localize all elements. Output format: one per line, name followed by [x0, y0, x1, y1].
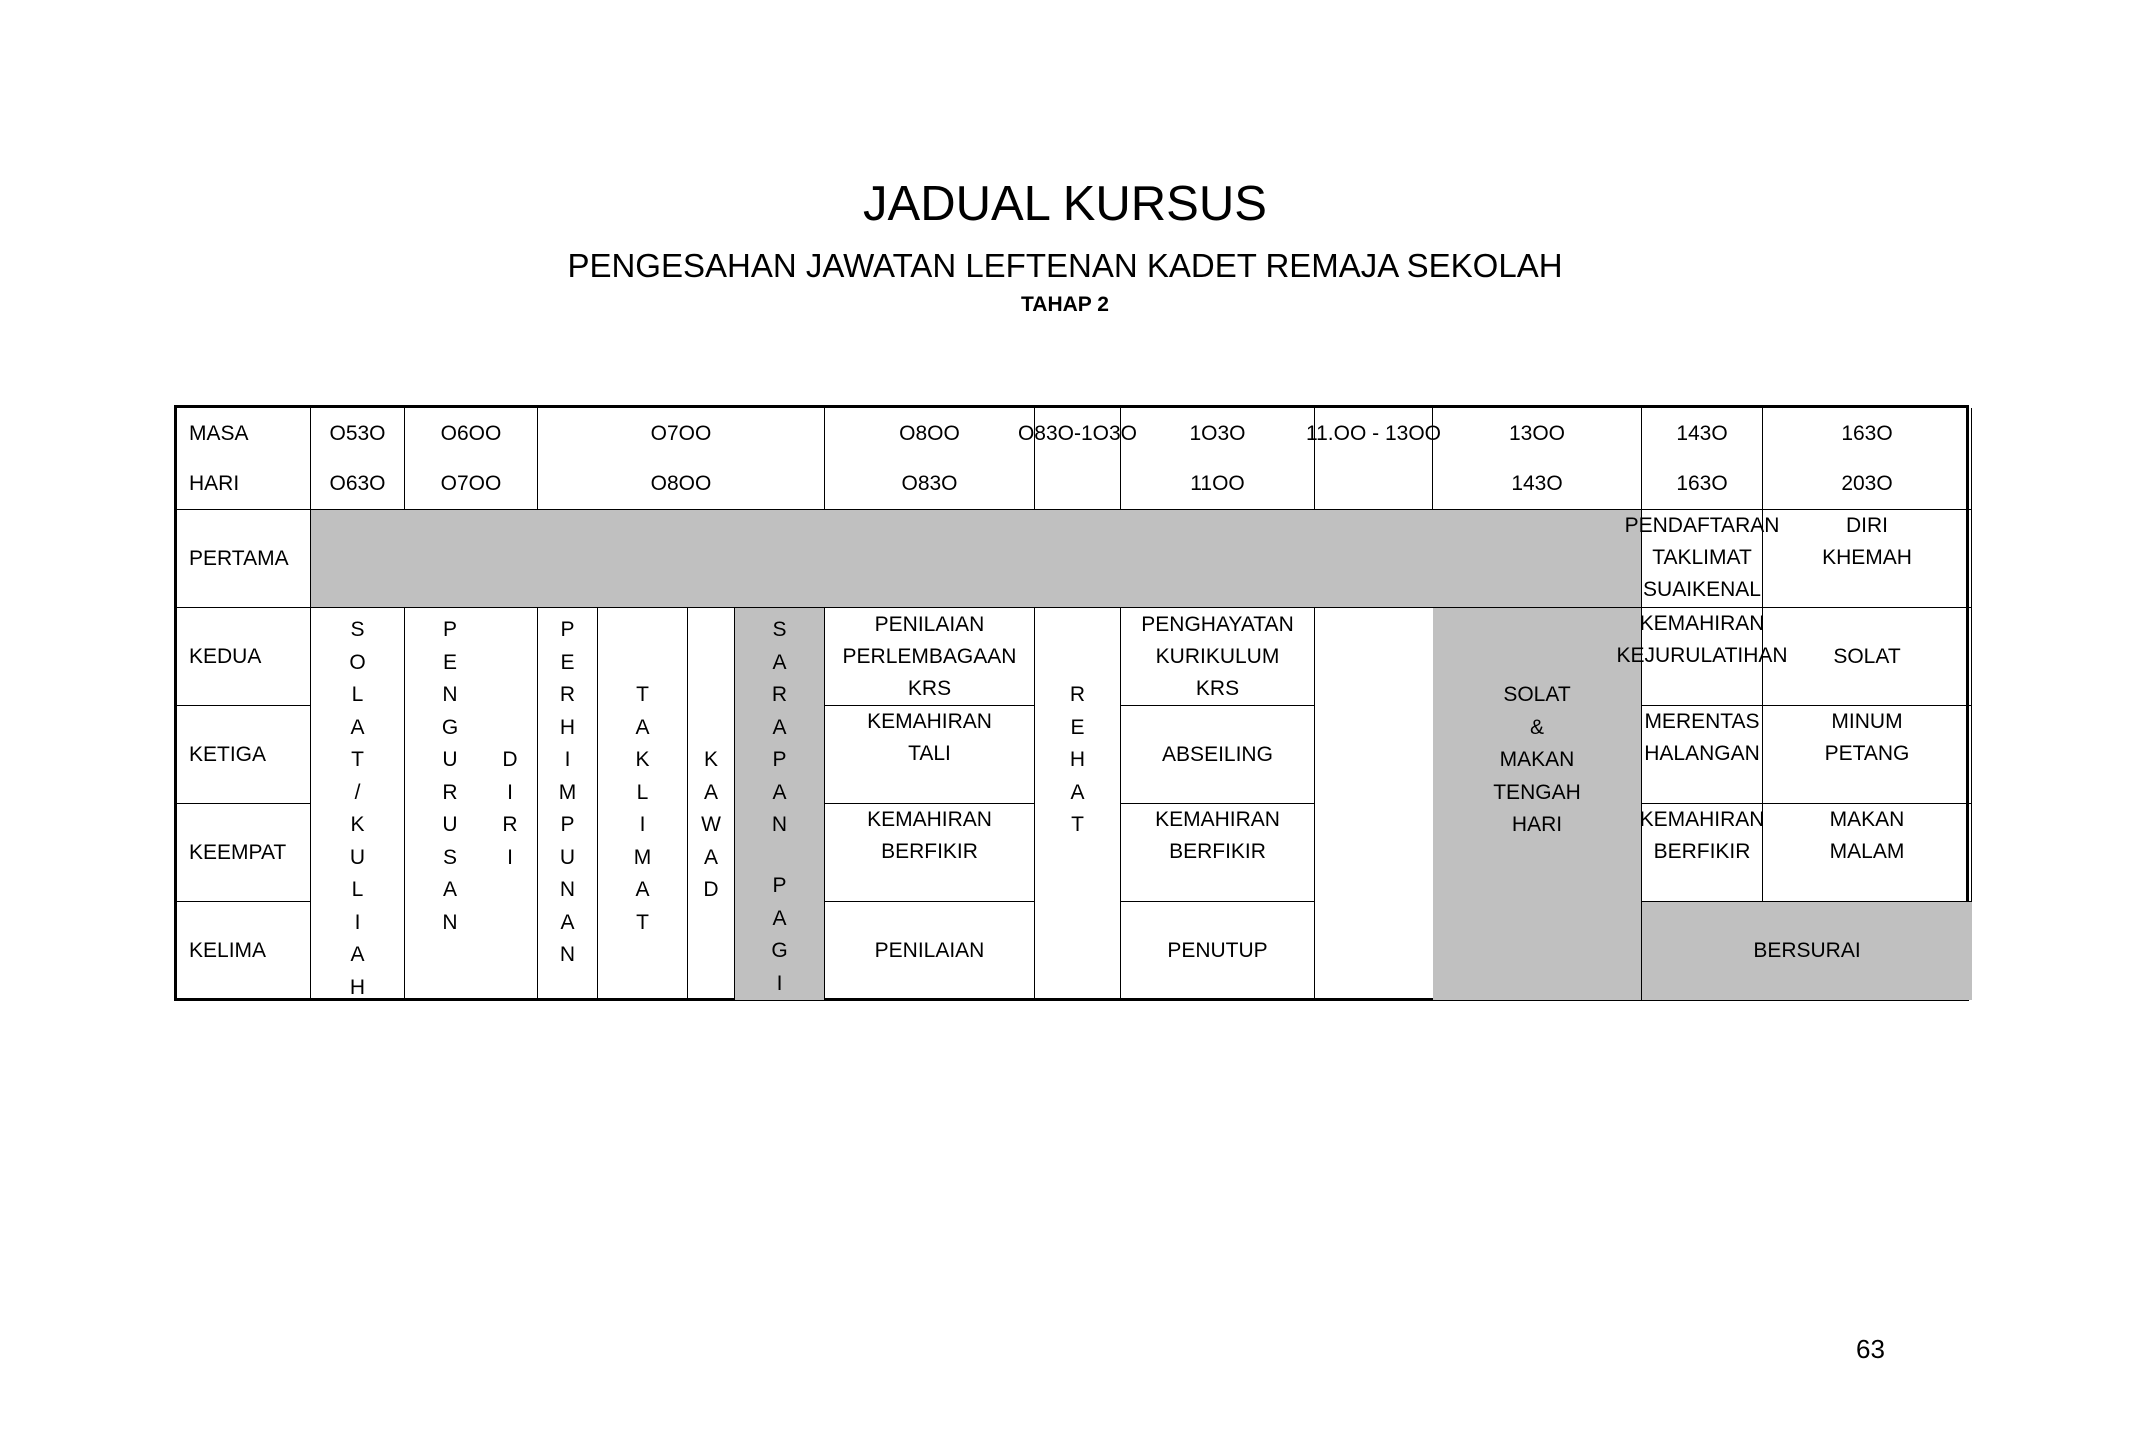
header-time-end: O8OO	[538, 459, 825, 510]
header-masa: MASA	[177, 408, 311, 459]
kedua-1100-cell: PENGHAYATAN KURIKULUM KRS	[1121, 608, 1315, 706]
keempat-0830-cell: KEMAHIRAN BERFIKIR	[825, 804, 1035, 902]
day-label-kelima: KELIMA	[177, 902, 311, 1000]
keempat-1100-cell: KEMAHIRAN BERFIKIR	[1121, 804, 1315, 902]
header-hari: HARI	[177, 459, 311, 510]
pertama-1630-cell: DIRI KHEMAH	[1763, 510, 1972, 608]
header-time-end: O83O	[825, 459, 1035, 510]
lunch-block: SOLAT & MAKAN TENGAH HARI	[1433, 608, 1642, 1000]
vertical-sarapan-pagi: S A R A P A N P A G I	[735, 608, 825, 1000]
vertical-perhimpunan: P E R H I M P U N A N	[538, 608, 598, 1000]
keempat-1430-cell: KEMAHIRAN BERFIKIR	[1642, 804, 1763, 902]
header-time-end: 11OO	[1121, 459, 1315, 510]
shaded-block-pertama	[311, 510, 1642, 608]
day-label-pertama: PERTAMA	[177, 510, 311, 608]
page-title: JADUAL KURSUS	[863, 177, 1267, 231]
ketiga-0830-cell: KEMAHIRAN TALI	[825, 706, 1035, 804]
ketiga-1430-cell: MERENTAS HALANGAN	[1642, 706, 1763, 804]
ketiga-1630-cell: MINUM PETANG	[1763, 706, 1972, 804]
header-time-end: 143O	[1433, 459, 1642, 510]
page-subtitle: PENGESAHAN JAWATAN LEFTENAN KADET REMAJA SEKOLAH	[567, 247, 1563, 284]
keempat-1630-cell: MAKAN MALAM	[1763, 804, 1972, 902]
header-blank	[1315, 459, 1433, 510]
header-time-end: 163O	[1642, 459, 1763, 510]
header-time-start: 143O	[1642, 408, 1763, 459]
vertical-kawad: K A W A D	[688, 608, 735, 1000]
header-time-start: 13OO	[1433, 408, 1642, 459]
day-label-keempat: KEEMPAT	[177, 804, 311, 902]
vertical-solat-kuliah: S O L A T / K U L I A H	[311, 608, 405, 1000]
page-number: 63	[1856, 1334, 1885, 1364]
header-time-range: O83O-1O3O	[1035, 408, 1121, 459]
kelima-1100-cell: PENUTUP	[1121, 902, 1315, 1000]
kedua-1630-cell: SOLAT	[1763, 608, 1972, 706]
vertical-rehat: R E H A T	[1035, 608, 1121, 1000]
header-time-start: O7OO	[538, 408, 825, 459]
ketiga-1100-cell: ABSEILING	[1121, 706, 1315, 804]
header-time-start: O8OO	[825, 408, 1035, 459]
vertical-diri: D I R I	[502, 748, 518, 869]
header-blank	[1035, 459, 1121, 510]
bersurai-block: BERSURAI	[1642, 902, 1972, 1000]
vertical-pengurusan-diri	[405, 608, 538, 1000]
pertama-1430-cell: PENDAFTARAN TAKLIMAT SUAIKENAL	[1642, 510, 1763, 608]
header-time-start: O6OO	[405, 408, 538, 459]
header-time-range: 11.OO - 13OO	[1315, 408, 1433, 459]
day-label-kedua: KEDUA	[177, 608, 311, 706]
header-time-start: 163O	[1763, 408, 1972, 459]
header-time-end: O7OO	[405, 459, 538, 510]
header-time-end: 203O	[1763, 459, 1972, 510]
schedule-table	[174, 405, 1969, 1001]
header-time-start: 1O3O	[1121, 408, 1315, 459]
vertical-taklimat: T A K L I M A T	[598, 608, 688, 1000]
header-time-end: O63O	[311, 459, 405, 510]
kedua-0830-cell: PENILAIAN PERLEMBAGAAN KRS	[825, 608, 1035, 706]
kedua-1430-cell: KEMAHIRAN KEJURULATIHAN	[1642, 608, 1763, 706]
kelima-0830-cell: PENILAIAN	[825, 902, 1035, 1000]
header-time-start: O53O	[311, 408, 405, 459]
day-label-ketiga: KETIGA	[177, 706, 311, 804]
vertical-pengurusan: P E N G U R U S A N	[441, 618, 459, 934]
stage-label: TAHAP 2	[1021, 293, 1109, 316]
